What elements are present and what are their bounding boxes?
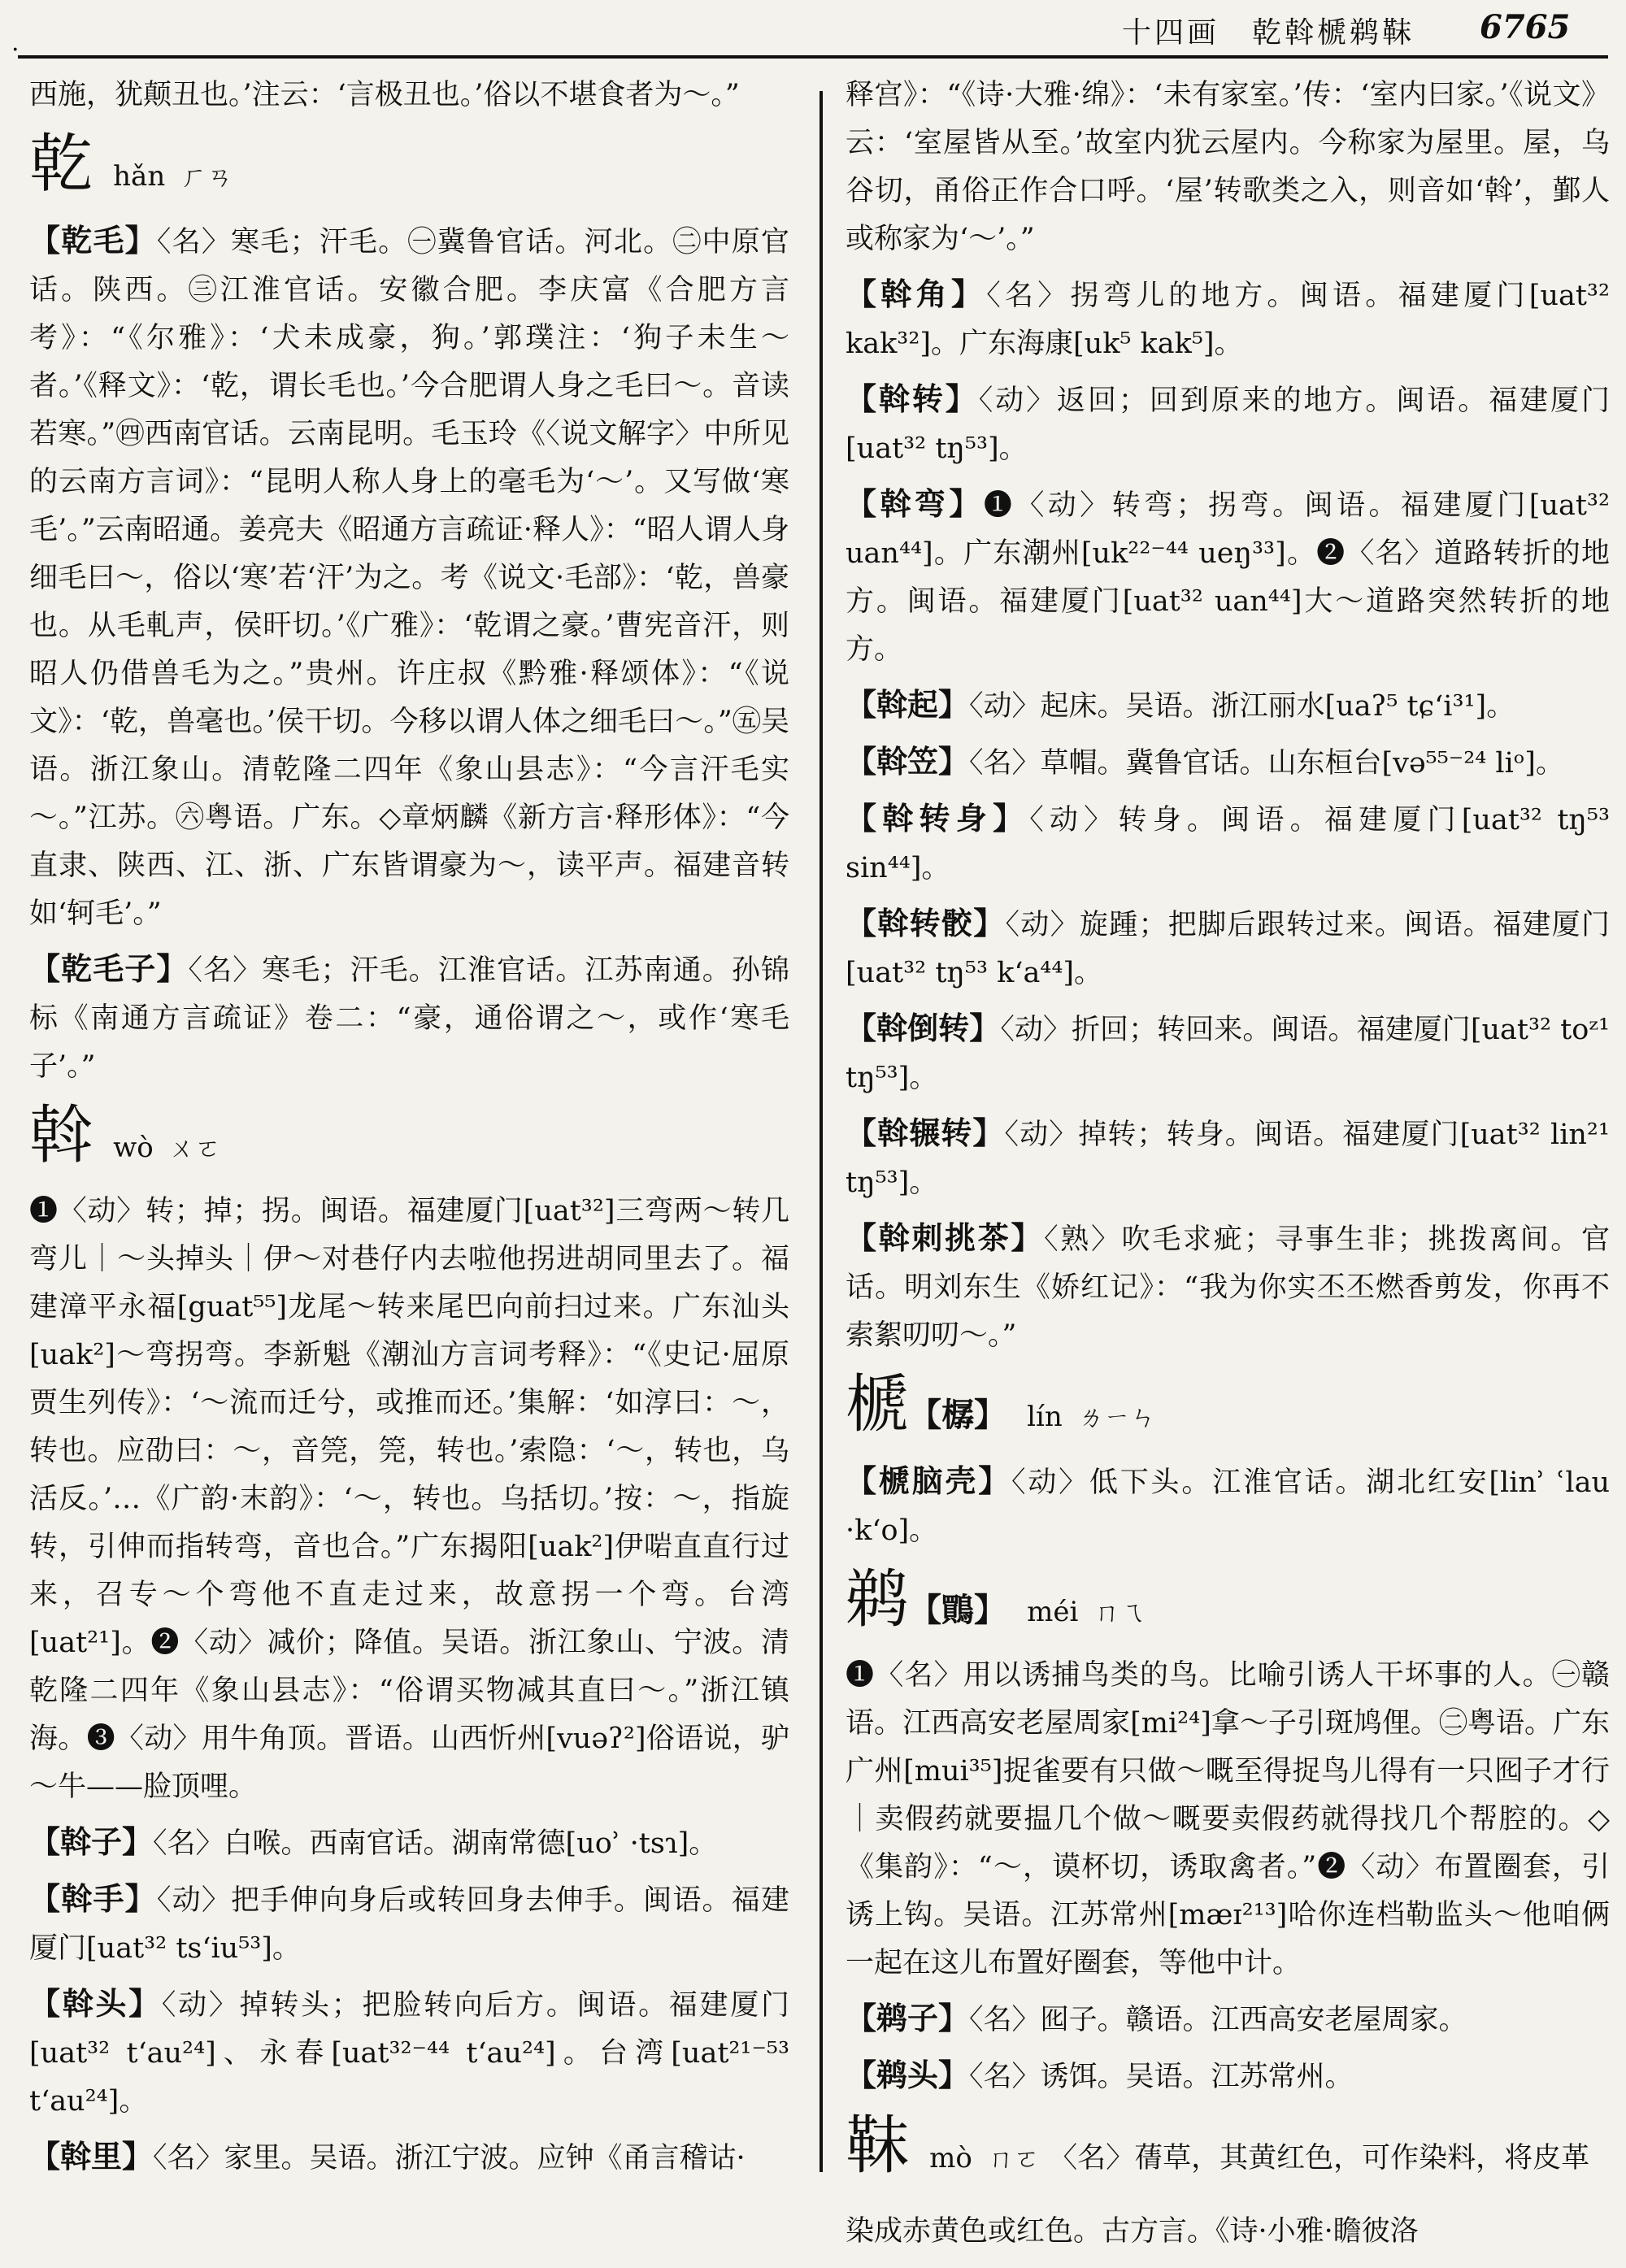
subentry-text: 〈动〉掉转；转身。闽语。福建厦门[uat³² lin²¹ tŋ⁵³]。 <box>846 1119 1610 1199</box>
headword-entry-mei <box>846 1563 1610 1649</box>
headword-char: 斡 <box>29 1099 93 1172</box>
subentry-text: 〈熟〉吹毛求疵；寻事生非；挑拨离间。官话。明刘东生《娇红记》：“我为你实丕丕燃香剪发，你再不索絮叨叨～。” <box>846 1223 1610 1352</box>
subentry-term: 【斡弯】 <box>846 485 984 522</box>
entry-definition: 〈名〉蒨草，其黄红色，可作染料，将皮革染成赤黄色或红色。古方言。《诗·小雅·瞻彼洛 <box>846 2142 1590 2248</box>
subentry-term: 【斡转身】 <box>846 800 1030 836</box>
subentry-term: 【斡角】 <box>846 276 987 312</box>
headword-entry-gan <box>29 128 789 213</box>
headword-pinyin: lín <box>1027 1401 1063 1433</box>
headword-pinyin: mò <box>929 2142 972 2175</box>
headword-char: 鹈 <box>846 1563 910 1636</box>
column-divider <box>820 91 823 2172</box>
subentry <box>846 270 1610 368</box>
header-rule <box>18 55 1608 59</box>
continuation-text: 释宫》：“《诗·大雅·绵》：‘未有家室。’传：‘室内曰家。’《说文》云：‘室屋皆从至。’故室内犹云屋内。今称家为屋里。屋，乌谷切，甬俗正作合口呼。‘屋’转歌类之入，则音如‘斡’，鄞人或称家为‘～’。” <box>846 79 1610 255</box>
subentry <box>846 1214 1610 1360</box>
right-column <box>846 72 1610 2248</box>
subentry-term: 【斡转】 <box>846 380 979 417</box>
subentry <box>29 1979 789 2126</box>
headword-zhuyin: ㄨㄛ <box>168 1132 221 1163</box>
subentry-term: 【斡倒转】 <box>846 1010 1001 1046</box>
subentry-text: 〈名〉白喉。西南官话。湖南常德[uoʾ ·tsɿ]。 <box>153 1827 718 1860</box>
subentry-text: 〈动〉返回；回到原来的地方。闽语。福建厦门[uat³² tŋ⁵³]。 <box>846 385 1610 465</box>
subentry-text: 〈名〉寒毛；汗毛。㊀冀鲁官话。河北。㊁中原官话。陕西。㊂江淮官话。安徽合肥。李庆富《合肥方言考》：“《尔雅》：‘犬未成豪，狗。’郭璞注：‘狗子未生～者。’《释文》：‘乾，谓长毛也。’今合肥谓人身之毛曰～。音读若寒。”㊃西南官话。云南昆明。毛玉玲《〈说文解字〉中所见的云南方言词》：“昆明人称人身上的毫毛为‘～’。又写做‘寒毛’。”云南昭通。姜亮夫《昭通方言疏证·释人》：“昭人谓人身细毛曰～，俗以‘寒’若‘汗’为之。考《说文·毛部》：‘乾，兽豪也。从毛軋声，侯旰切。’《广雅》：‘乾谓之豪。’曹宪音汗，则昭人仍借兽毛为之。”贵州。许庄叔《黔雅·释颂体》：“《说文》：‘乾，兽毫也。’侯干切。今移以谓人体之细毛曰～。”㊄吴语。浙江象山。清乾隆二四年《象山县志》：“今言汗毛实～。”江苏。㊅粤语。广东。◇章炳麟《新方言·释形体》：“今直隶、陕西、江、浙、广东皆谓豪为～，读平声。福建音转如‘轲毛’。” <box>29 226 789 930</box>
subentry <box>29 216 789 938</box>
subentry-text: 〈名〉草帽。冀鲁官话。山东桓台[və⁵⁵⁻²⁴ liᵒ]。 <box>969 747 1564 780</box>
subentry <box>29 945 789 1091</box>
headword-entry-wo <box>29 1099 789 1184</box>
subentry-text: 〈名〉家里。吴语。浙江宁波。应钟《甬言稽诂· <box>153 2142 746 2175</box>
page-header <box>0 0 1626 63</box>
subentry-term: 【斡起】 <box>846 686 970 723</box>
headword-entry-lin <box>846 1368 1610 1453</box>
subentry <box>846 737 1610 788</box>
subentry-text: 〈动〉旋踵；把脚后跟转过来。闽语。福建厦门[uat³² tŋ⁵³ kʻa⁴⁴]。 <box>846 909 1610 989</box>
subentry-term: 【鹈头】 <box>846 2057 970 2093</box>
headword-zhuyin: ㄌㄧㄣ <box>1077 1401 1156 1432</box>
subentry-term: 【斡里】 <box>29 2138 154 2175</box>
headword-traditional: 【樼】 <box>909 1396 1007 1434</box>
headword-pinyin: wò <box>113 1132 154 1164</box>
subentry-text: 〈名〉寒毛；汗毛。江淮官话。江苏南通。孙锦标《南通方言疏证》卷二：“豪，通俗谓之～，或作‘寒毛子’。” <box>29 954 789 1083</box>
subentry-term: 【鹈子】 <box>846 2000 970 2036</box>
headword-zhuyin: ㄇㄛ <box>988 2143 1041 2174</box>
left-column <box>29 72 789 2185</box>
subentry-text: 〈动〉低下头。江淮官话。湖北红安[linʾ ʿlau ·kʻo]。 <box>846 1466 1610 1547</box>
subentry-text: 〈名〉拐弯儿的地方。闽语。福建厦门[uat³² kak³²]。广东海康[uk⁵ kak⁵]。 <box>846 280 1610 360</box>
continuation-text: 西施，犹颠丑也。’注云：‘言极丑也。’俗以不堪食者为～。” <box>29 79 740 111</box>
subentry-text: ❶〈动〉转弯；拐弯。闽语。福建厦门[uat³² uan⁴⁴]。广东潮州[uk²²⁻⁴⁴ ueŋ³³]。❷〈名〉道路转折的地方。闽语。福建厦门[uat³² uan⁴⁴]大～道路突然转折的地方。 <box>846 489 1610 666</box>
subentry-term: 【斡辗转】 <box>846 1114 1005 1151</box>
headword-traditional: 【鷶】 <box>909 1591 1007 1629</box>
subentry-term: 【斡转骹】 <box>846 905 1006 941</box>
subentry <box>846 680 1610 731</box>
subentry <box>846 375 1610 473</box>
subentry <box>846 794 1610 893</box>
entry-definition: ❶〈名〉用以诱捕鸟类的鸟。比喻引诱人干坏事的人。㊀赣语。江西高安老屋周家[mi²⁴]拿～子引斑鸠俚。㊁粤语。广东广州[mui³⁵]捉雀要有只做～嘅至得捉鸟儿得有一只囮子才行｜卖假药就要揾几个做～嘅要卖假药就得找几个帮腔的。◇《集韵》：“～，谟杯切，诱取禽者。”❷〈动〉布置圈套，引诱上钩。吴语。江苏常州[mæɪ²¹³]哈你连档勒监头～他咱俩一起在这儿布置好圈套，等他中计。 <box>846 1659 1610 1979</box>
headword-char: 乾 <box>29 128 93 201</box>
headword-pinyin: hǎn <box>113 160 166 193</box>
subentry-term: 【乾毛子】 <box>29 950 189 987</box>
subentry-text: 〈动〉折回；转回来。闽语。福建厦门[uat³² toᶻ¹ tŋ⁵³]。 <box>846 1014 1610 1094</box>
subentry-term: 【榹脑壳】 <box>846 1462 1012 1499</box>
subentry <box>29 2132 789 2183</box>
subentry-term: 【斡手】 <box>29 1880 157 1917</box>
subentry <box>846 1994 1610 2044</box>
subentry <box>846 480 1610 674</box>
subentry <box>846 1109 1610 1207</box>
subentry <box>29 1875 789 1973</box>
subentry <box>846 899 1610 997</box>
headword-char: 榹 <box>846 1368 910 1441</box>
page-number: 6765 <box>1480 8 1571 46</box>
subentry-term: 【斡刺挑茶】 <box>846 1219 1045 1256</box>
subentry-term: 【斡子】 <box>29 1823 154 1860</box>
subentry-text: 〈动〉掉转头；把脸转向后方。闽语。福建厦门[uat³² tʻau²⁴]、永春[uat³²⁻⁴⁴ tʻau²⁴]。台湾[uat²¹⁻⁵³ tʻau²⁴]。 <box>29 1989 789 2118</box>
section-title: 十四画 乾斡榹鹈靺 <box>1122 16 1415 50</box>
subentry-text: 〈名〉囮子。赣语。江西高安老屋周家。 <box>969 2004 1467 2036</box>
headword-zhuyin: ㄇㄟ <box>1093 1597 1146 1627</box>
subentry <box>846 1004 1610 1102</box>
subentry <box>29 1818 789 1868</box>
headword-pinyin: méi <box>1027 1596 1079 1628</box>
subentry-text: 〈动〉转身。闽语。福建厦门[uat³² tŋ⁵³ sin⁴⁴]。 <box>846 804 1610 884</box>
subentry <box>846 2051 1610 2101</box>
subentry-term: 【乾毛】 <box>29 222 157 259</box>
headword-char: 靺 <box>846 2109 910 2183</box>
headword-entry-mo <box>846 2109 1610 2268</box>
headword-zhuyin: ㄏㄢ <box>180 161 233 192</box>
subentry <box>846 1457 1610 1555</box>
subentry-text: 〈名〉诱饵。吴语。江苏常州。 <box>969 2061 1354 2093</box>
subentry-term: 【斡头】 <box>29 1985 162 2022</box>
subentry-text: 〈动〉起床。吴语。浙江丽水[uaʔ⁵ tɕʻi³¹]。 <box>969 690 1515 723</box>
subentry-text: 〈动〉把手伸向身后或转回身去伸手。闽语。福建厦门[uat³² tsʻiu⁵³]。 <box>29 1884 789 1965</box>
margin-mark: · <box>11 36 20 64</box>
subentry-term: 【斡笠】 <box>846 743 970 780</box>
entry-definition: ❶〈动〉转；掉；拐。闽语。福建厦门[uat³²]三弯两～转几弯儿｜～头掉头｜伊～对巷仔内去啦他拐进胡同里去了。福建漳平永福[guat⁵⁵]龙尾～转来尾巴向前扫过来。广东汕头[uak²]～弯拐弯。李新魁《潮汕方言词考释》：“《史记·屈原贾生列传》：‘～流而迁兮，或推而还。’集解：‘如淳曰：～，转也。应劭曰：～，音筦，筦，转也。’索隐：‘～，转也，乌活反。’…《广韵·末韵》：‘～，转也。乌括切。’按：～，指旋转，引伸而指转弯，音也合。”广东揭阳[uak²]伊啱直直行过来，召专～个弯他不直走过来，故意拐一个弯。台湾[uat²¹]。❷〈动〉减价；降值。吴语。浙江象山、宁波。清乾隆二四年《象山县志》：“俗谓买物减其直曰～。”浙江镇海。❸〈动〉用牛角顶。晋语。山西忻州[vuəʔ²]俗语说，驴～牛——脸顶哩。 <box>29 1195 789 1803</box>
